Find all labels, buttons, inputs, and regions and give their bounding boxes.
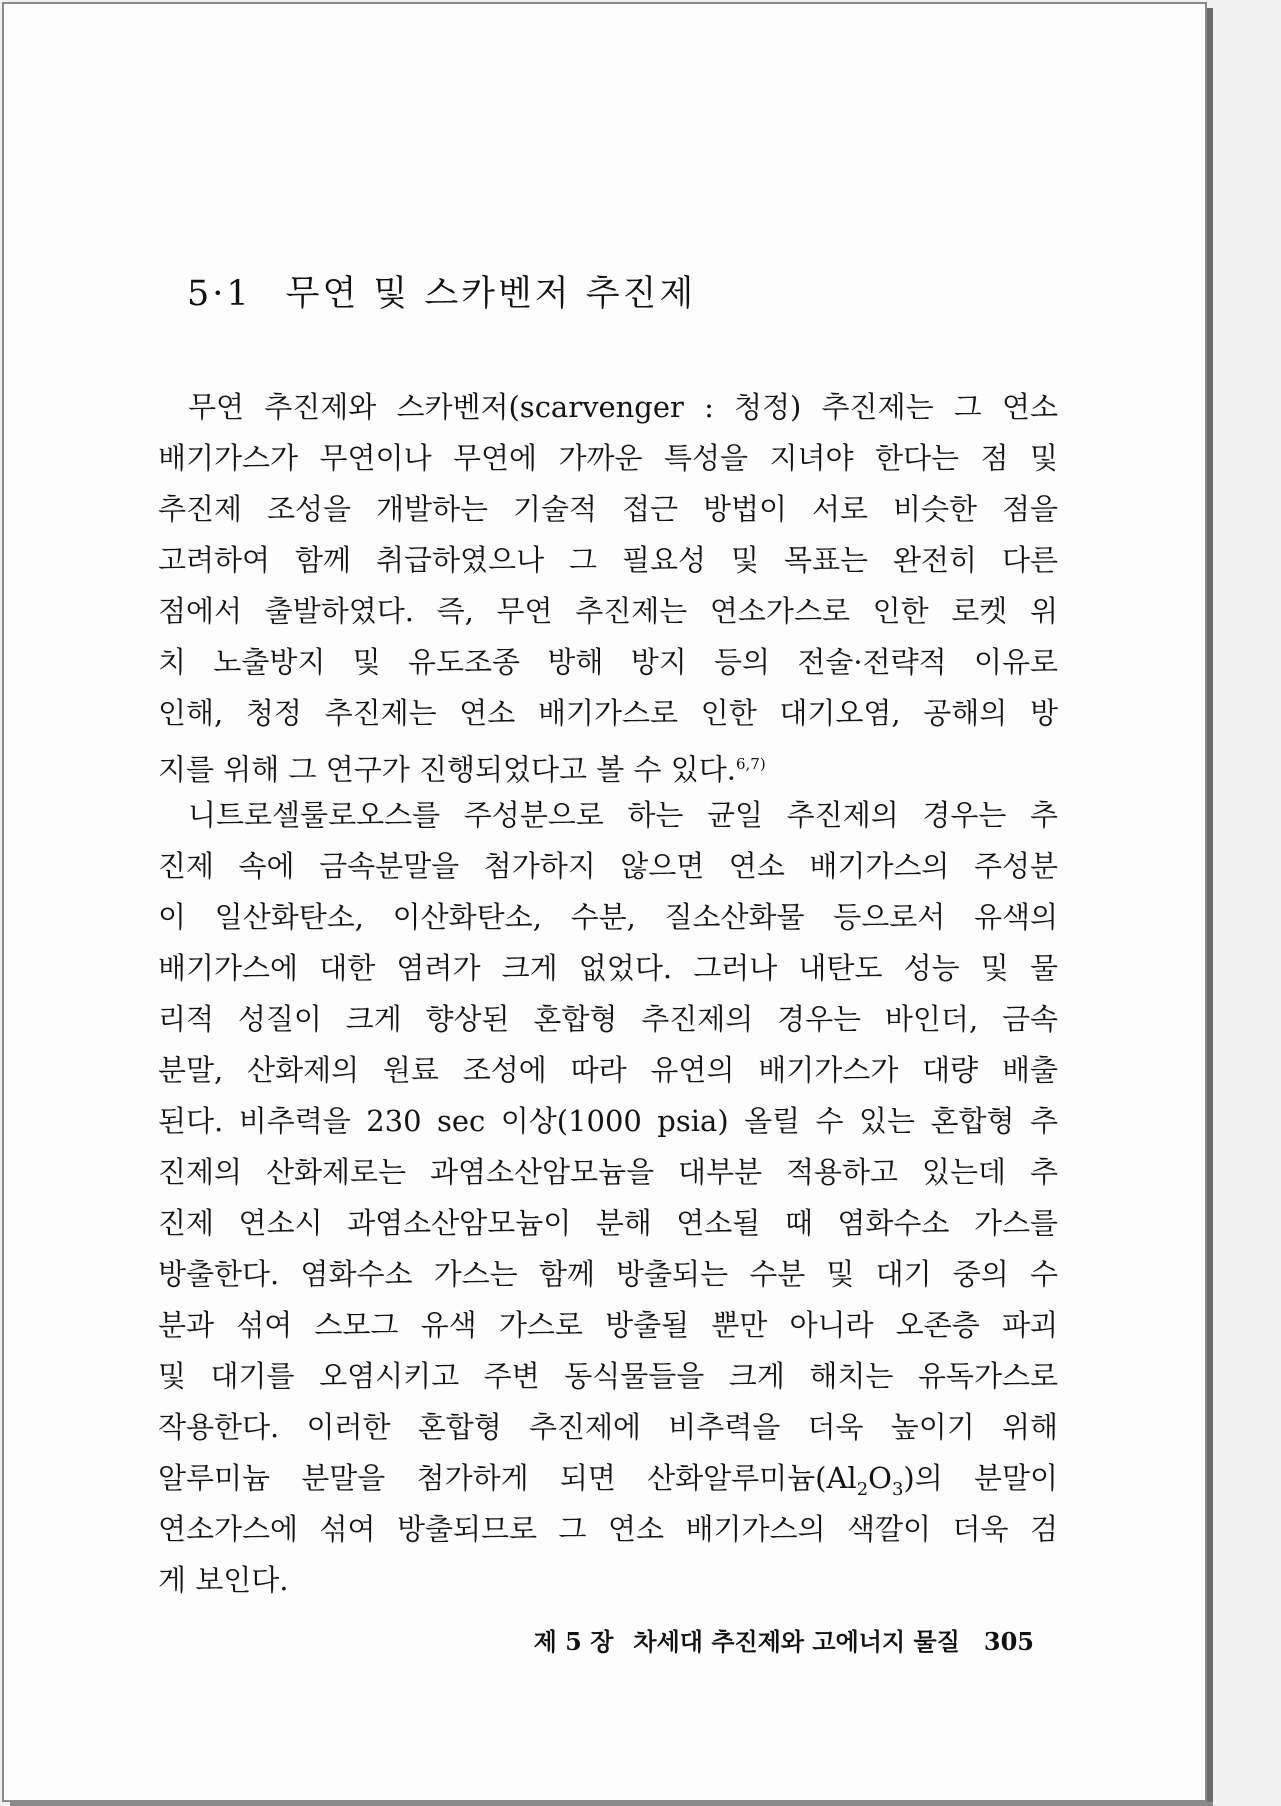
text-line: 진제 속에 금속분말을 첨가하지 않으면 연소 배기가스의 주성분: [158, 849, 1058, 883]
text-line: 인해, 청정 추진제는 연소 배기가스로 인한 대기오염, 공해의 방: [158, 696, 1058, 730]
text-line: 리적 성질이 크게 향상된 혼합형 추진제의 경우는 바인더, 금속: [158, 1002, 1058, 1036]
text-line: 배기가스에 대한 염려가 크게 없었다. 그러나 내탄도 성능 및 물: [158, 951, 1058, 985]
section-number: 5·1: [187, 274, 252, 314]
body-text: [158, 382, 1058, 1606]
text-line: 치 노출방지 및 유도조종 방해 방지 등의 전술·전략적 이유로: [158, 645, 1058, 679]
text-line-content: 지를 위해 그 연구가 진행되었다고 볼 수 있다.: [158, 752, 736, 787]
text-line: 분말, 산화제의 원료 조성에 따라 유연의 배기가스가 대량 배출: [158, 1053, 1058, 1087]
text-line: 추진제 조성을 개발하는 기술적 접근 방법이 서로 비슷한 점을: [158, 492, 1058, 526]
text-line: [158, 739, 1058, 790]
text-line: 된다. 비추력을 230 sec 이상(1000 psia) 올릴 수 있는 혼합형 추: [158, 1104, 1058, 1138]
text-line: 게 보인다.: [158, 1563, 289, 1597]
text-line: 및 대기를 오염시키고 주변 동식물들을 크게 해치는 유독가스로: [158, 1359, 1058, 1393]
text-line-content: 알루미늄 분말을 첨가하게 되면 산화알루미늄(Al: [158, 1461, 857, 1495]
section-heading: [187, 266, 696, 316]
text-line: 무연 추진제와 스카벤저(scarvenger : 청정) 추진제는 그 연소: [188, 390, 1058, 424]
reference-superscript: 6,7): [736, 755, 766, 773]
formula-subscript: 3: [891, 1478, 904, 1500]
text-line: [158, 1453, 1058, 1504]
document-page: [2, 2, 1207, 1802]
text-line: 분과 섞여 스모그 유색 가스로 방출될 뿐만 아니라 오존층 파괴: [158, 1308, 1058, 1342]
text-line: 고려하여 함께 취급하였으나 그 필요성 및 목표는 완전히 다른: [158, 543, 1058, 577]
paragraph: [158, 382, 1058, 790]
text-line: 연소가스에 섞여 방출되므로 그 연소 배기가스의 색깔이 더욱 검: [158, 1512, 1058, 1546]
text-line: 니트로셀룰로오스를 주성분으로 하는 균일 추진제의 경우는 추: [188, 798, 1058, 832]
section-title: 무연 및 스카벤저 추진제: [285, 274, 697, 314]
page-shadow-bottom: [10, 1802, 1213, 1806]
text-line: 이 일산화탄소, 이산화탄소, 수분, 질소산화물 등으로서 유색의: [158, 900, 1058, 934]
page-number: 305: [983, 1627, 1034, 1656]
footer-chapter: 제 5 장: [533, 1627, 614, 1656]
running-footer: [534, 1622, 1034, 1657]
text-line: 방출한다. 염화수소 가스는 함께 방출되는 수분 및 대기 중의 수: [158, 1257, 1058, 1291]
text-line: 배기가스가 무연이나 무연에 가까운 특성을 지녀야 한다는 점 및: [158, 441, 1058, 475]
text-line: 점에서 출발하였다. 즉, 무연 추진제는 연소가스로 인한 로켓 위: [158, 594, 1058, 628]
text-line-content: )의 분말이: [903, 1461, 1059, 1495]
page-shadow: [1207, 8, 1213, 1802]
text-line: 작용한다. 이러한 혼합형 추진제에 비추력을 더욱 높이기 위해: [158, 1410, 1058, 1444]
text-line: 진제의 산화제로는 과염소산암모늄을 대부분 적용하고 있는데 추: [158, 1155, 1058, 1189]
paragraph: [158, 790, 1058, 1606]
footer-title: 차세대 추진제와 고에너지 물질: [633, 1627, 960, 1656]
formula-subscript: 2: [856, 1478, 869, 1500]
formula-oxygen: O: [868, 1461, 892, 1495]
text-line: 진제 연소시 과염소산암모늄이 분해 연소될 때 염화수소 가스를: [158, 1206, 1058, 1240]
